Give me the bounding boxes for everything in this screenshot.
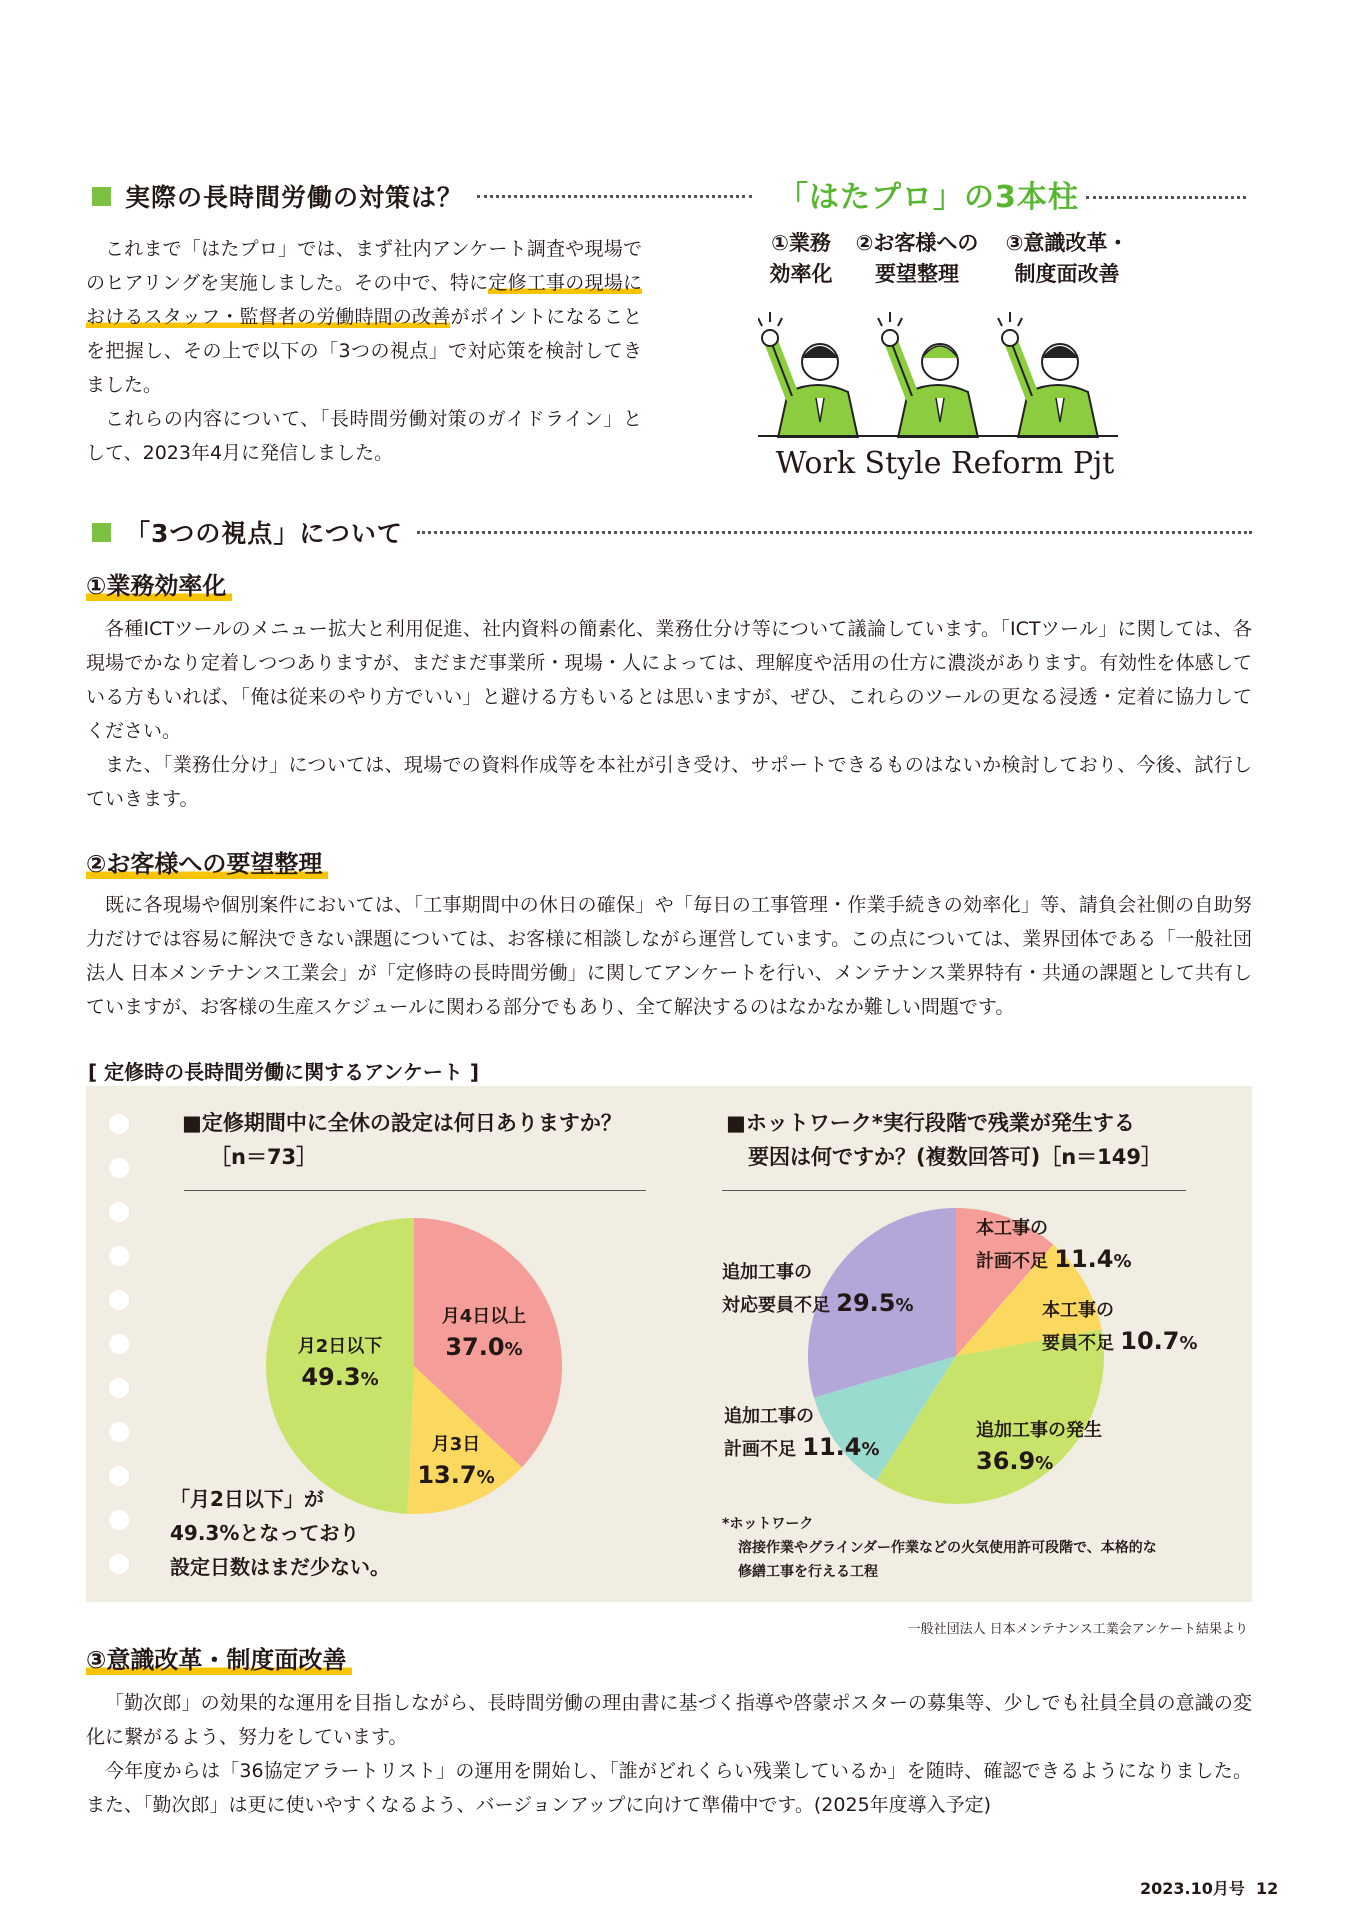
green-square-icon: [92, 187, 111, 206]
chart1-label-3days: 月3日 13.7%: [417, 1434, 495, 1489]
viewpoint3-body: 「勤次郎」の効果的な運用を目指しながら、長時間労働の理由書に基づく指導や啓蒙ポスターの募集等、少しでも社員全員の意識の変化に繋がるよう、努力をしています。 今年度からは「36協定アラートリスト」の運用を開始し、「誰がどれくらい残業しているか」を随時、確認できるようになりました。また、「勤次郎」は更に使いやすくなるよう、バージョンアップに向けて準備中です。(2025年度導入予定): [86, 1692, 1252, 1816]
chart1-label-4days: 月4日以上 37.0%: [441, 1306, 527, 1361]
pillars-title: 「はたプロ」の3本柱: [778, 180, 1079, 215]
survey-source: 一般社団法人 日本メンテナンス工業会アンケート結果より: [907, 1622, 1248, 1637]
chart2-label-main-plan: 本工事の 計画不足 11.4%: [976, 1218, 1132, 1273]
workers-illustration: [758, 304, 1118, 438]
chart2-label-additional-staff: 追加工事の 対応要員不足 29.5%: [722, 1262, 914, 1317]
pillar-1: ①業務 効率化: [769, 231, 833, 286]
chart2-label-additional: 追加工事の発生 36.9%: [976, 1420, 1102, 1475]
chart2-label-main-staff: 本工事の 要員不足 10.7%: [1042, 1300, 1198, 1355]
worker-3-icon: [998, 312, 1098, 438]
green-square-icon: [92, 523, 111, 542]
page-number: 12: [1256, 1879, 1279, 1898]
section1-body: これまで「はたプロ」では、まず社内アンケート調査や現場でのヒアリングを実施しました。その中で、特に定修工事の現場におけるスタッフ・監督者の労働時間の改善がポイントになることを把握し、その上で以下の「3つの視点」で対応策を検討してきました。 これらの内容について、「長時間労働対策のガイドライン」として、2023年4月に発信しました。: [86, 238, 642, 464]
chart2-question: ■ホットワーク*実行段階で残業が発生する 要因は何ですか？(複数回答可)［n＝149］: [726, 1111, 1162, 1169]
worker-2-icon: [878, 312, 978, 438]
chart2-footnote: *ホットワーク 溶接作業やグラインダー作業などの火気使用許可段階で、本格的な 修繕工事を行える工程: [722, 1516, 1157, 1580]
survey-title: [ 定修時の長時間労働に関するアンケート ]: [88, 1060, 480, 1084]
viewpoint1-heading: ①業務効率化: [86, 566, 232, 601]
section-heading-three-viewpoints: 「3つの視点」について: [92, 514, 1252, 550]
viewpoint3-heading: ③意識改革・制度面改善: [86, 1640, 352, 1675]
viewpoint2-heading: ②お客様への要望整理: [86, 844, 328, 879]
viewpoint2-body: 既に各現場や個別案件においては、「工事期間中の休日の確保」や「毎日の工事管理・作業手続きの効率化」等、請負会社側の自助努力だけでは容易に解決できない課題については、お客様に相談しながら運営しています。この点については、業界団体である「一般社団法人 日本メンテナンス工業会」が「定修時の長時間労働」に関してアンケートを行い、メンテナンス業界特有・共通の課題として共有していますが、お客様の生産スケジュールに関わる部分でもあり、全て解決するのはなかなか難しい問題です。: [86, 894, 1252, 1018]
pillar-2: ②お客様への 要望整理: [855, 231, 979, 286]
chart1-note: 「月2日以下」が 49.3%となっており 設定日数はまだ少ない。: [170, 1487, 390, 1579]
pillar-3: ③意識改革・ 制度面改善: [1005, 231, 1129, 286]
worker-1-icon: [758, 312, 858, 438]
section-heading-countermeasures: 実際の長時間労働の対策は？: [92, 178, 752, 214]
chart1-question: ■定修期間中に全休の設定は何日ありますか？ ［n＝73］: [182, 1111, 622, 1169]
chart1-label-2days: 月2日以下 49.3%: [297, 1336, 383, 1391]
pillars-caption: Work Style Reform Pjt: [775, 446, 1115, 481]
footer-issue: 2023.10月号 12: [1140, 1879, 1279, 1898]
viewpoint1-body: 各種ICTツールのメニュー拡大と利用促進、社内資料の簡素化、業務仕分け等について議論しています。「ICTツール」に関しては、各現場でかなり定着しつつありますが、まだまだ事業所・現場・人によっては、理解度や活用の仕方に濃淡があります。有効性を体感している方もいれば、「俺は従来のやり方でいい」と避ける方もいるとは思いますが、ぜひ、これらのツールの更なる浸透・定着に協力してください。 また、「業務仕分け」については、現場での資料作成等を本社が引き受け、サポートできるものはないか検討しており、今後、試行していきます。: [86, 618, 1252, 810]
chart2-label-additional-plan: 追加工事の 計画不足 11.4%: [724, 1406, 880, 1461]
